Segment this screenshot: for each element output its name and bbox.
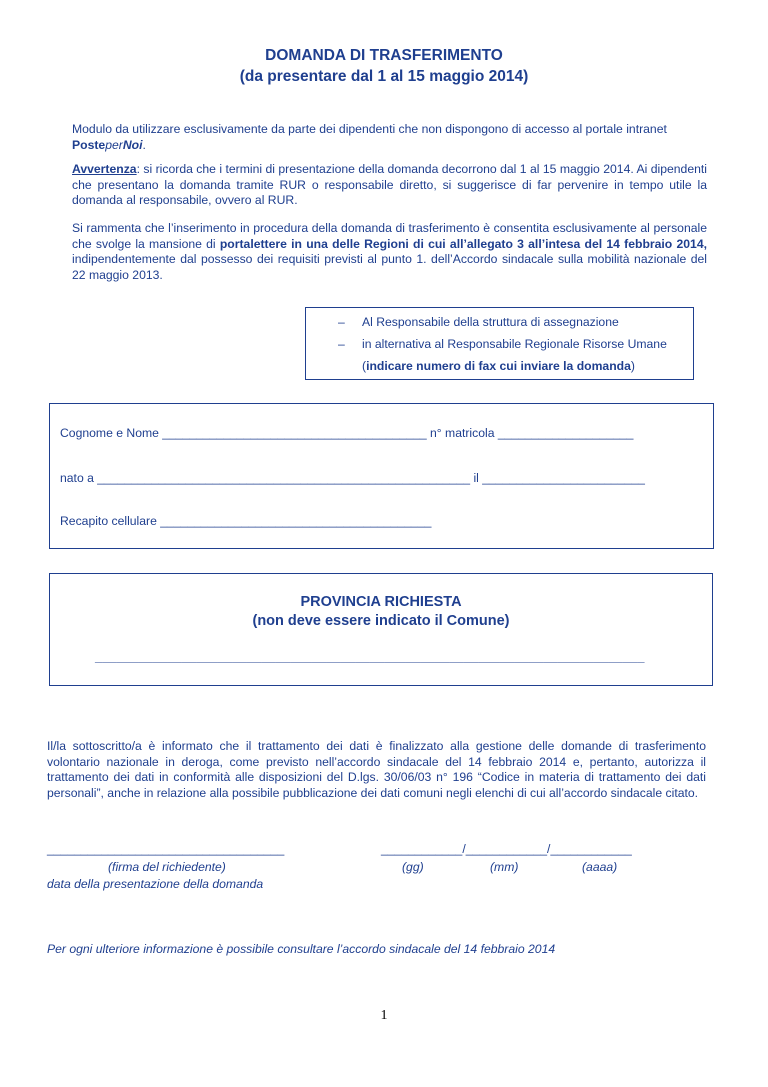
footer-note: Per ogni ulteriore informazione è possibile consultare l’accordo sindacale del 14 febbraio 2014 [47, 942, 556, 956]
birthplace-date-field[interactable]: nato a _______________________________________________________ il ________________________ [60, 471, 645, 485]
date-line[interactable]: ____________/____________/____________ [381, 842, 632, 856]
province-input-line[interactable]: ____________________________________________________________________________ [95, 649, 645, 664]
recipient-line-3: (indicare numero di fax cui inviare la domanda) [362, 359, 635, 373]
date-caption: data della presentazione della domanda [47, 877, 264, 891]
reminder-bold: portalettere in una delle Regioni di cui all’allegato 3 all’intesa del 14 febbraio 2014, [219, 236, 707, 251]
brand-per: per [105, 137, 123, 152]
reminder-paragraph: Si rammenta che l’inserimento in procedura della domanda di trasferimento è consentita esclusivamente al personale che svolge la mansione di portalettere in una delle Regioni di cui all’allegato 3 all’intesa del 14 febbraio 2014, indipendentemente dal possesso dei requisiti previsti al punto 1. dell’Accordo sindacale sulla mobilità nazionale del 22 maggio 2013. [72, 221, 707, 282]
province-box [49, 573, 713, 686]
mobile-phone-field[interactable]: Recapito cellulare ________________________________________ [60, 514, 432, 528]
brand-poste: Poste [72, 137, 106, 152]
warning-paragraph: Avvertenza: si ricorda che i termini di presentazione della domanda decorrono dal 1 al 15 maggio 2014. Ai dipendenti che presentano la domanda tramite RUR o responsabile diretto, si suggerisce di far pervenire in tempo utile la domanda al responsabile, ovvero al RUR. [72, 162, 707, 207]
personal-data-box [49, 403, 714, 549]
province-title: PROVINCIA RICHIESTA [300, 594, 462, 610]
province-subtitle: (non deve essere indicato il Comune) [252, 613, 510, 629]
year-label: (aaaa) [582, 860, 618, 874]
month-label: (mm) [490, 860, 519, 874]
warning-label: Avvertenza [72, 162, 137, 176]
form-subtitle: (da presentare dal 1 al 15 maggio 2014) [239, 68, 529, 85]
day-label: (gg) [402, 860, 424, 874]
form-title: DOMANDA DI TRASFERIMENTO [265, 47, 503, 64]
recipient-line-1: – Al Responsabile della struttura di assegnazione [338, 315, 619, 329]
privacy-paragraph: Il/la sottoscritto/a è informato che il trattamento dei dati è finalizzato alla gestione delle domande di trasferimento volontario nazionale in deroga, come previsto nell’accordo sindacale del 14 febbraio 2014 e, pertanto, autorizza il trattamento dei dati in conformità alle disposizioni del D.lgs. 30/06/03 n° 196 “Codice in materia di trattamento dei dati personali”, anche in relazione alla possibile pubblicazione dei dati comuni negli elenchi di cui all’accordo sindacale citato. [47, 739, 706, 800]
name-matricola-field[interactable]: Cognome e Nome _______________________________________ n° matricola ____________________ [60, 426, 634, 440]
fax-instruction: indicare numero di fax cui inviare la domanda [366, 359, 631, 373]
page-number: 1 [380, 1008, 388, 1023]
intro-paragraph: Modulo da utilizzare esclusivamente da parte dei dipendenti che non dispongono di accesso al portale intranet PosteperNoi. [72, 122, 667, 152]
recipient-box [305, 307, 694, 380]
recipient-line-2: – in alternativa al Responsabile Regionale Risorse Umane [338, 337, 667, 351]
brand-noi: Noi [122, 137, 143, 152]
signature-label: (firma del richiedente) [108, 860, 226, 874]
signature-line[interactable]: ___________________________________ [47, 842, 285, 856]
